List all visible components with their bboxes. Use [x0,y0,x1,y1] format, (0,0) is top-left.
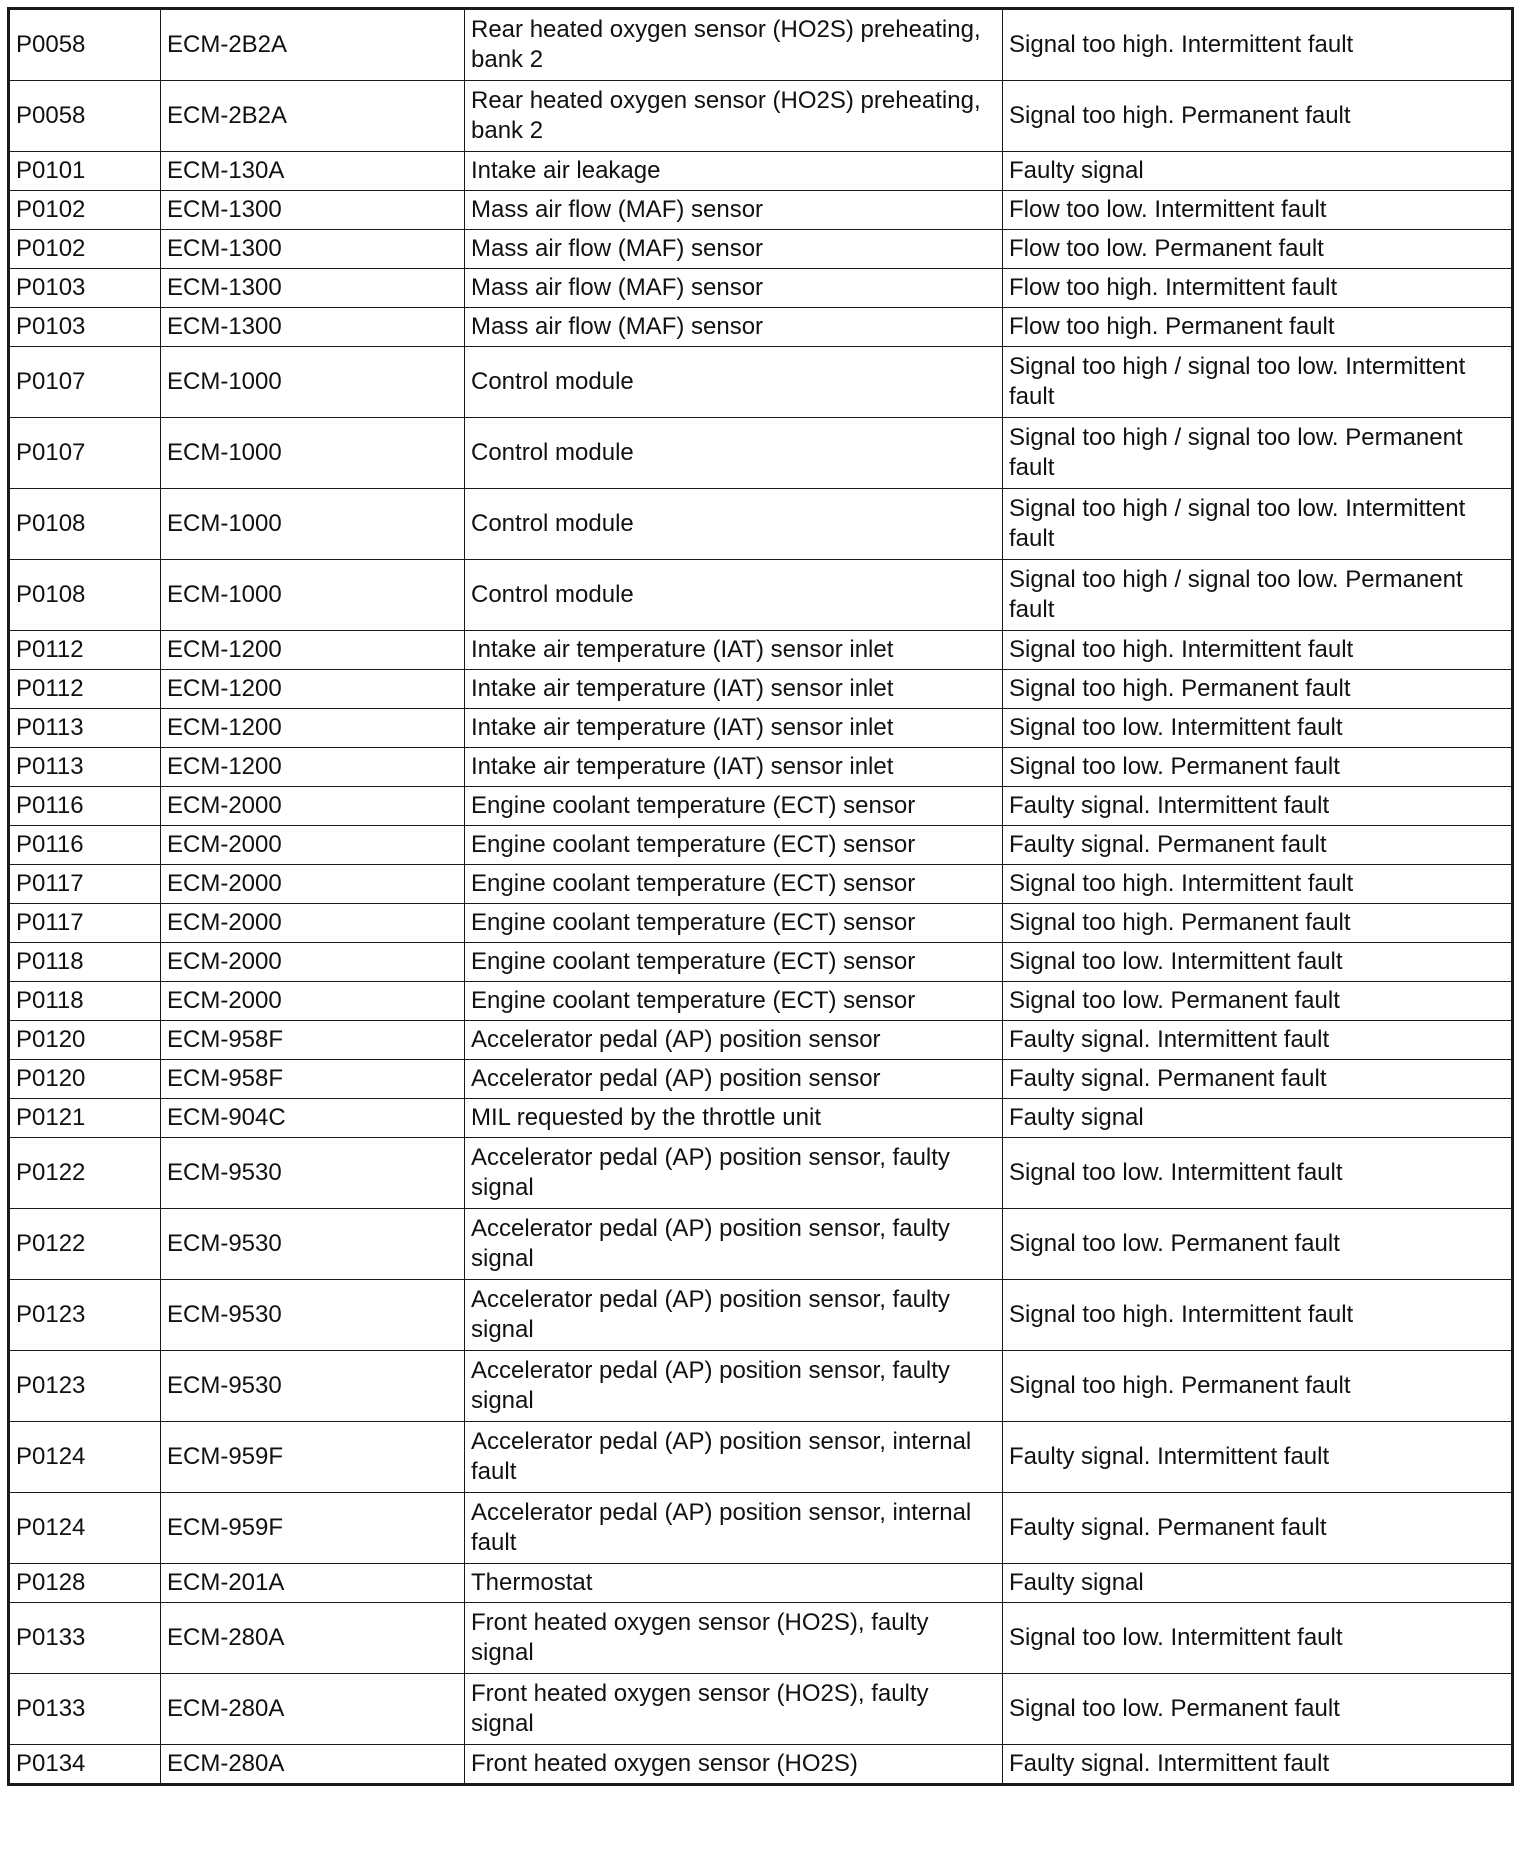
ecm-code-cell: ECM-1000 [161,489,465,560]
table-row [9,1138,1513,1209]
table-row [9,152,1513,191]
dtc-code-cell: P0118 [9,982,161,1021]
dtc-code-cell: P0058 [9,9,161,81]
ecm-code-cell: ECM-9530 [161,1138,465,1209]
table-row [9,1493,1513,1564]
dtc-code-cell: P0116 [9,787,161,826]
component-cell: Engine coolant temperature (ECT) sensor [465,943,1003,982]
fault-type-cell: Signal too low. Intermittent fault [1003,1603,1513,1674]
component-cell: Accelerator pedal (AP) position sensor [465,1060,1003,1099]
table-row [9,1280,1513,1351]
fault-type-cell: Faulty signal [1003,1564,1513,1603]
dtc-code-cell: P0107 [9,418,161,489]
ecm-code-cell: ECM-959F [161,1422,465,1493]
dtc-code-cell: P0058 [9,81,161,152]
ecm-code-cell: ECM-2000 [161,787,465,826]
fault-type-cell: Signal too high. Permanent fault [1003,81,1513,152]
component-cell: Thermostat [465,1564,1003,1603]
dtc-code-cell: P0103 [9,269,161,308]
fault-type-cell: Signal too low. Permanent fault [1003,748,1513,787]
component-cell: Control module [465,347,1003,418]
component-cell: Accelerator pedal (AP) position sensor, faulty signal [465,1351,1003,1422]
component-cell: Mass air flow (MAF) sensor [465,191,1003,230]
table-row [9,748,1513,787]
component-cell: Accelerator pedal (AP) position sensor, internal fault [465,1493,1003,1564]
component-cell: Engine coolant temperature (ECT) sensor [465,826,1003,865]
table-row [9,191,1513,230]
dtc-code-cell: P0120 [9,1021,161,1060]
fault-type-cell: Faulty signal. Permanent fault [1003,1060,1513,1099]
ecm-code-cell: ECM-9530 [161,1280,465,1351]
component-cell: Accelerator pedal (AP) position sensor, faulty signal [465,1209,1003,1280]
component-cell: Engine coolant temperature (ECT) sensor [465,982,1003,1021]
dtc-code-cell: P0117 [9,865,161,904]
dtc-code-cell: P0124 [9,1493,161,1564]
table-row [9,1603,1513,1674]
fault-type-cell: Flow too low. Intermittent fault [1003,191,1513,230]
fault-code-table-container [7,7,1514,1786]
component-cell: Accelerator pedal (AP) position sensor, faulty signal [465,1280,1003,1351]
component-cell: Control module [465,489,1003,560]
ecm-code-cell: ECM-1300 [161,308,465,347]
component-cell: Engine coolant temperature (ECT) sensor [465,865,1003,904]
dtc-code-cell: P0102 [9,191,161,230]
dtc-code-cell: P0134 [9,1745,161,1785]
dtc-code-cell: P0120 [9,1060,161,1099]
table-row [9,1674,1513,1745]
ecm-code-cell: ECM-1000 [161,560,465,631]
ecm-code-cell: ECM-1200 [161,709,465,748]
fault-type-cell: Faulty signal. Permanent fault [1003,1493,1513,1564]
component-cell: Engine coolant temperature (ECT) sensor [465,904,1003,943]
dtc-code-cell: P0122 [9,1138,161,1209]
fault-type-cell: Faulty signal [1003,1099,1513,1138]
ecm-code-cell: ECM-2B2A [161,9,465,81]
fault-type-cell: Signal too low. Intermittent fault [1003,1138,1513,1209]
fault-type-cell: Faulty signal. Permanent fault [1003,826,1513,865]
dtc-code-cell: P0123 [9,1280,161,1351]
ecm-code-cell: ECM-280A [161,1603,465,1674]
fault-type-cell: Signal too high / signal too low. Permanent fault [1003,418,1513,489]
table-row [9,1209,1513,1280]
component-cell: Intake air temperature (IAT) sensor inlet [465,670,1003,709]
fault-type-cell: Faulty signal [1003,152,1513,191]
table-row [9,709,1513,748]
table-row [9,826,1513,865]
fault-code-table [7,7,1514,1786]
dtc-code-cell: P0133 [9,1674,161,1745]
ecm-code-cell: ECM-958F [161,1060,465,1099]
dtc-code-cell: P0108 [9,560,161,631]
dtc-code-cell: P0122 [9,1209,161,1280]
dtc-code-cell: P0112 [9,670,161,709]
ecm-code-cell: ECM-2000 [161,982,465,1021]
fault-type-cell: Signal too high. Permanent fault [1003,670,1513,709]
table-row [9,1021,1513,1060]
ecm-code-cell: ECM-2000 [161,826,465,865]
component-cell: Intake air temperature (IAT) sensor inlet [465,709,1003,748]
fault-type-cell: Signal too low. Permanent fault [1003,982,1513,1021]
ecm-code-cell: ECM-1300 [161,191,465,230]
fault-type-cell: Signal too high. Intermittent fault [1003,9,1513,81]
table-row [9,865,1513,904]
table-row [9,489,1513,560]
ecm-code-cell: ECM-1300 [161,230,465,269]
component-cell: Intake air temperature (IAT) sensor inlet [465,631,1003,670]
ecm-code-cell: ECM-1300 [161,269,465,308]
component-cell: MIL requested by the throttle unit [465,1099,1003,1138]
dtc-code-cell: P0102 [9,230,161,269]
dtc-code-cell: P0103 [9,308,161,347]
ecm-code-cell: ECM-958F [161,1021,465,1060]
fault-type-cell: Signal too high. Permanent fault [1003,904,1513,943]
component-cell: Rear heated oxygen sensor (HO2S) preheating, bank 2 [465,9,1003,81]
dtc-code-cell: P0116 [9,826,161,865]
table-row [9,982,1513,1021]
table-row [9,269,1513,308]
dtc-code-cell: P0107 [9,347,161,418]
table-row [9,670,1513,709]
ecm-code-cell: ECM-201A [161,1564,465,1603]
fault-code-table-body [9,9,1513,1785]
fault-type-cell: Signal too high / signal too low. Intermittent fault [1003,347,1513,418]
component-cell: Intake air temperature (IAT) sensor inlet [465,748,1003,787]
dtc-code-cell: P0121 [9,1099,161,1138]
ecm-code-cell: ECM-1200 [161,670,465,709]
ecm-code-cell: ECM-1000 [161,347,465,418]
ecm-code-cell: ECM-2000 [161,904,465,943]
fault-type-cell: Faulty signal. Intermittent fault [1003,1422,1513,1493]
fault-type-cell: Signal too high. Permanent fault [1003,1351,1513,1422]
table-row [9,308,1513,347]
table-row [9,1745,1513,1785]
fault-type-cell: Signal too high. Intermittent fault [1003,1280,1513,1351]
table-row [9,1564,1513,1603]
ecm-code-cell: ECM-280A [161,1745,465,1785]
table-row [9,418,1513,489]
fault-type-cell: Flow too high. Permanent fault [1003,308,1513,347]
table-row [9,230,1513,269]
fault-type-cell: Signal too low. Intermittent fault [1003,943,1513,982]
ecm-code-cell: ECM-2000 [161,865,465,904]
fault-type-cell: Signal too low. Intermittent fault [1003,709,1513,748]
dtc-code-cell: P0128 [9,1564,161,1603]
component-cell: Control module [465,560,1003,631]
component-cell: Rear heated oxygen sensor (HO2S) preheating, bank 2 [465,81,1003,152]
component-cell: Front heated oxygen sensor (HO2S), faulty signal [465,1674,1003,1745]
dtc-code-cell: P0108 [9,489,161,560]
fault-type-cell: Signal too high. Intermittent fault [1003,631,1513,670]
table-row [9,631,1513,670]
dtc-code-cell: P0101 [9,152,161,191]
fault-type-cell: Signal too high / signal too low. Intermittent fault [1003,489,1513,560]
ecm-code-cell: ECM-9530 [161,1209,465,1280]
fault-type-cell: Faulty signal. Intermittent fault [1003,787,1513,826]
ecm-code-cell: ECM-904C [161,1099,465,1138]
ecm-code-cell: ECM-959F [161,1493,465,1564]
fault-type-cell: Faulty signal. Intermittent fault [1003,1021,1513,1060]
ecm-code-cell: ECM-9530 [161,1351,465,1422]
component-cell: Accelerator pedal (AP) position sensor, faulty signal [465,1138,1003,1209]
dtc-code-cell: P0112 [9,631,161,670]
fault-type-cell: Signal too high. Intermittent fault [1003,865,1513,904]
component-cell: Mass air flow (MAF) sensor [465,308,1003,347]
ecm-code-cell: ECM-2B2A [161,81,465,152]
component-cell: Engine coolant temperature (ECT) sensor [465,787,1003,826]
dtc-code-cell: P0117 [9,904,161,943]
fault-type-cell: Signal too low. Permanent fault [1003,1674,1513,1745]
table-row [9,347,1513,418]
ecm-code-cell: ECM-2000 [161,943,465,982]
dtc-code-cell: P0124 [9,1422,161,1493]
dtc-code-cell: P0123 [9,1351,161,1422]
ecm-code-cell: ECM-1200 [161,631,465,670]
table-row [9,560,1513,631]
table-row [9,81,1513,152]
ecm-code-cell: ECM-130A [161,152,465,191]
dtc-code-cell: P0113 [9,709,161,748]
fault-type-cell: Signal too low. Permanent fault [1003,1209,1513,1280]
component-cell: Accelerator pedal (AP) position sensor, internal fault [465,1422,1003,1493]
ecm-code-cell: ECM-1200 [161,748,465,787]
fault-type-cell: Faulty signal. Intermittent fault [1003,1745,1513,1785]
component-cell: Mass air flow (MAF) sensor [465,269,1003,308]
table-row [9,787,1513,826]
ecm-code-cell: ECM-1000 [161,418,465,489]
component-cell: Mass air flow (MAF) sensor [465,230,1003,269]
table-row [9,1351,1513,1422]
table-row [9,1422,1513,1493]
ecm-code-cell: ECM-280A [161,1674,465,1745]
table-row [9,9,1513,81]
fault-type-cell: Signal too high / signal too low. Permanent fault [1003,560,1513,631]
table-row [9,1099,1513,1138]
fault-type-cell: Flow too low. Permanent fault [1003,230,1513,269]
dtc-code-cell: P0118 [9,943,161,982]
component-cell: Front heated oxygen sensor (HO2S) [465,1745,1003,1785]
table-row [9,1060,1513,1099]
component-cell: Control module [465,418,1003,489]
table-row [9,943,1513,982]
table-row [9,904,1513,943]
component-cell: Front heated oxygen sensor (HO2S), faulty signal [465,1603,1003,1674]
component-cell: Accelerator pedal (AP) position sensor [465,1021,1003,1060]
component-cell: Intake air leakage [465,152,1003,191]
dtc-code-cell: P0113 [9,748,161,787]
fault-type-cell: Flow too high. Intermittent fault [1003,269,1513,308]
dtc-code-cell: P0133 [9,1603,161,1674]
